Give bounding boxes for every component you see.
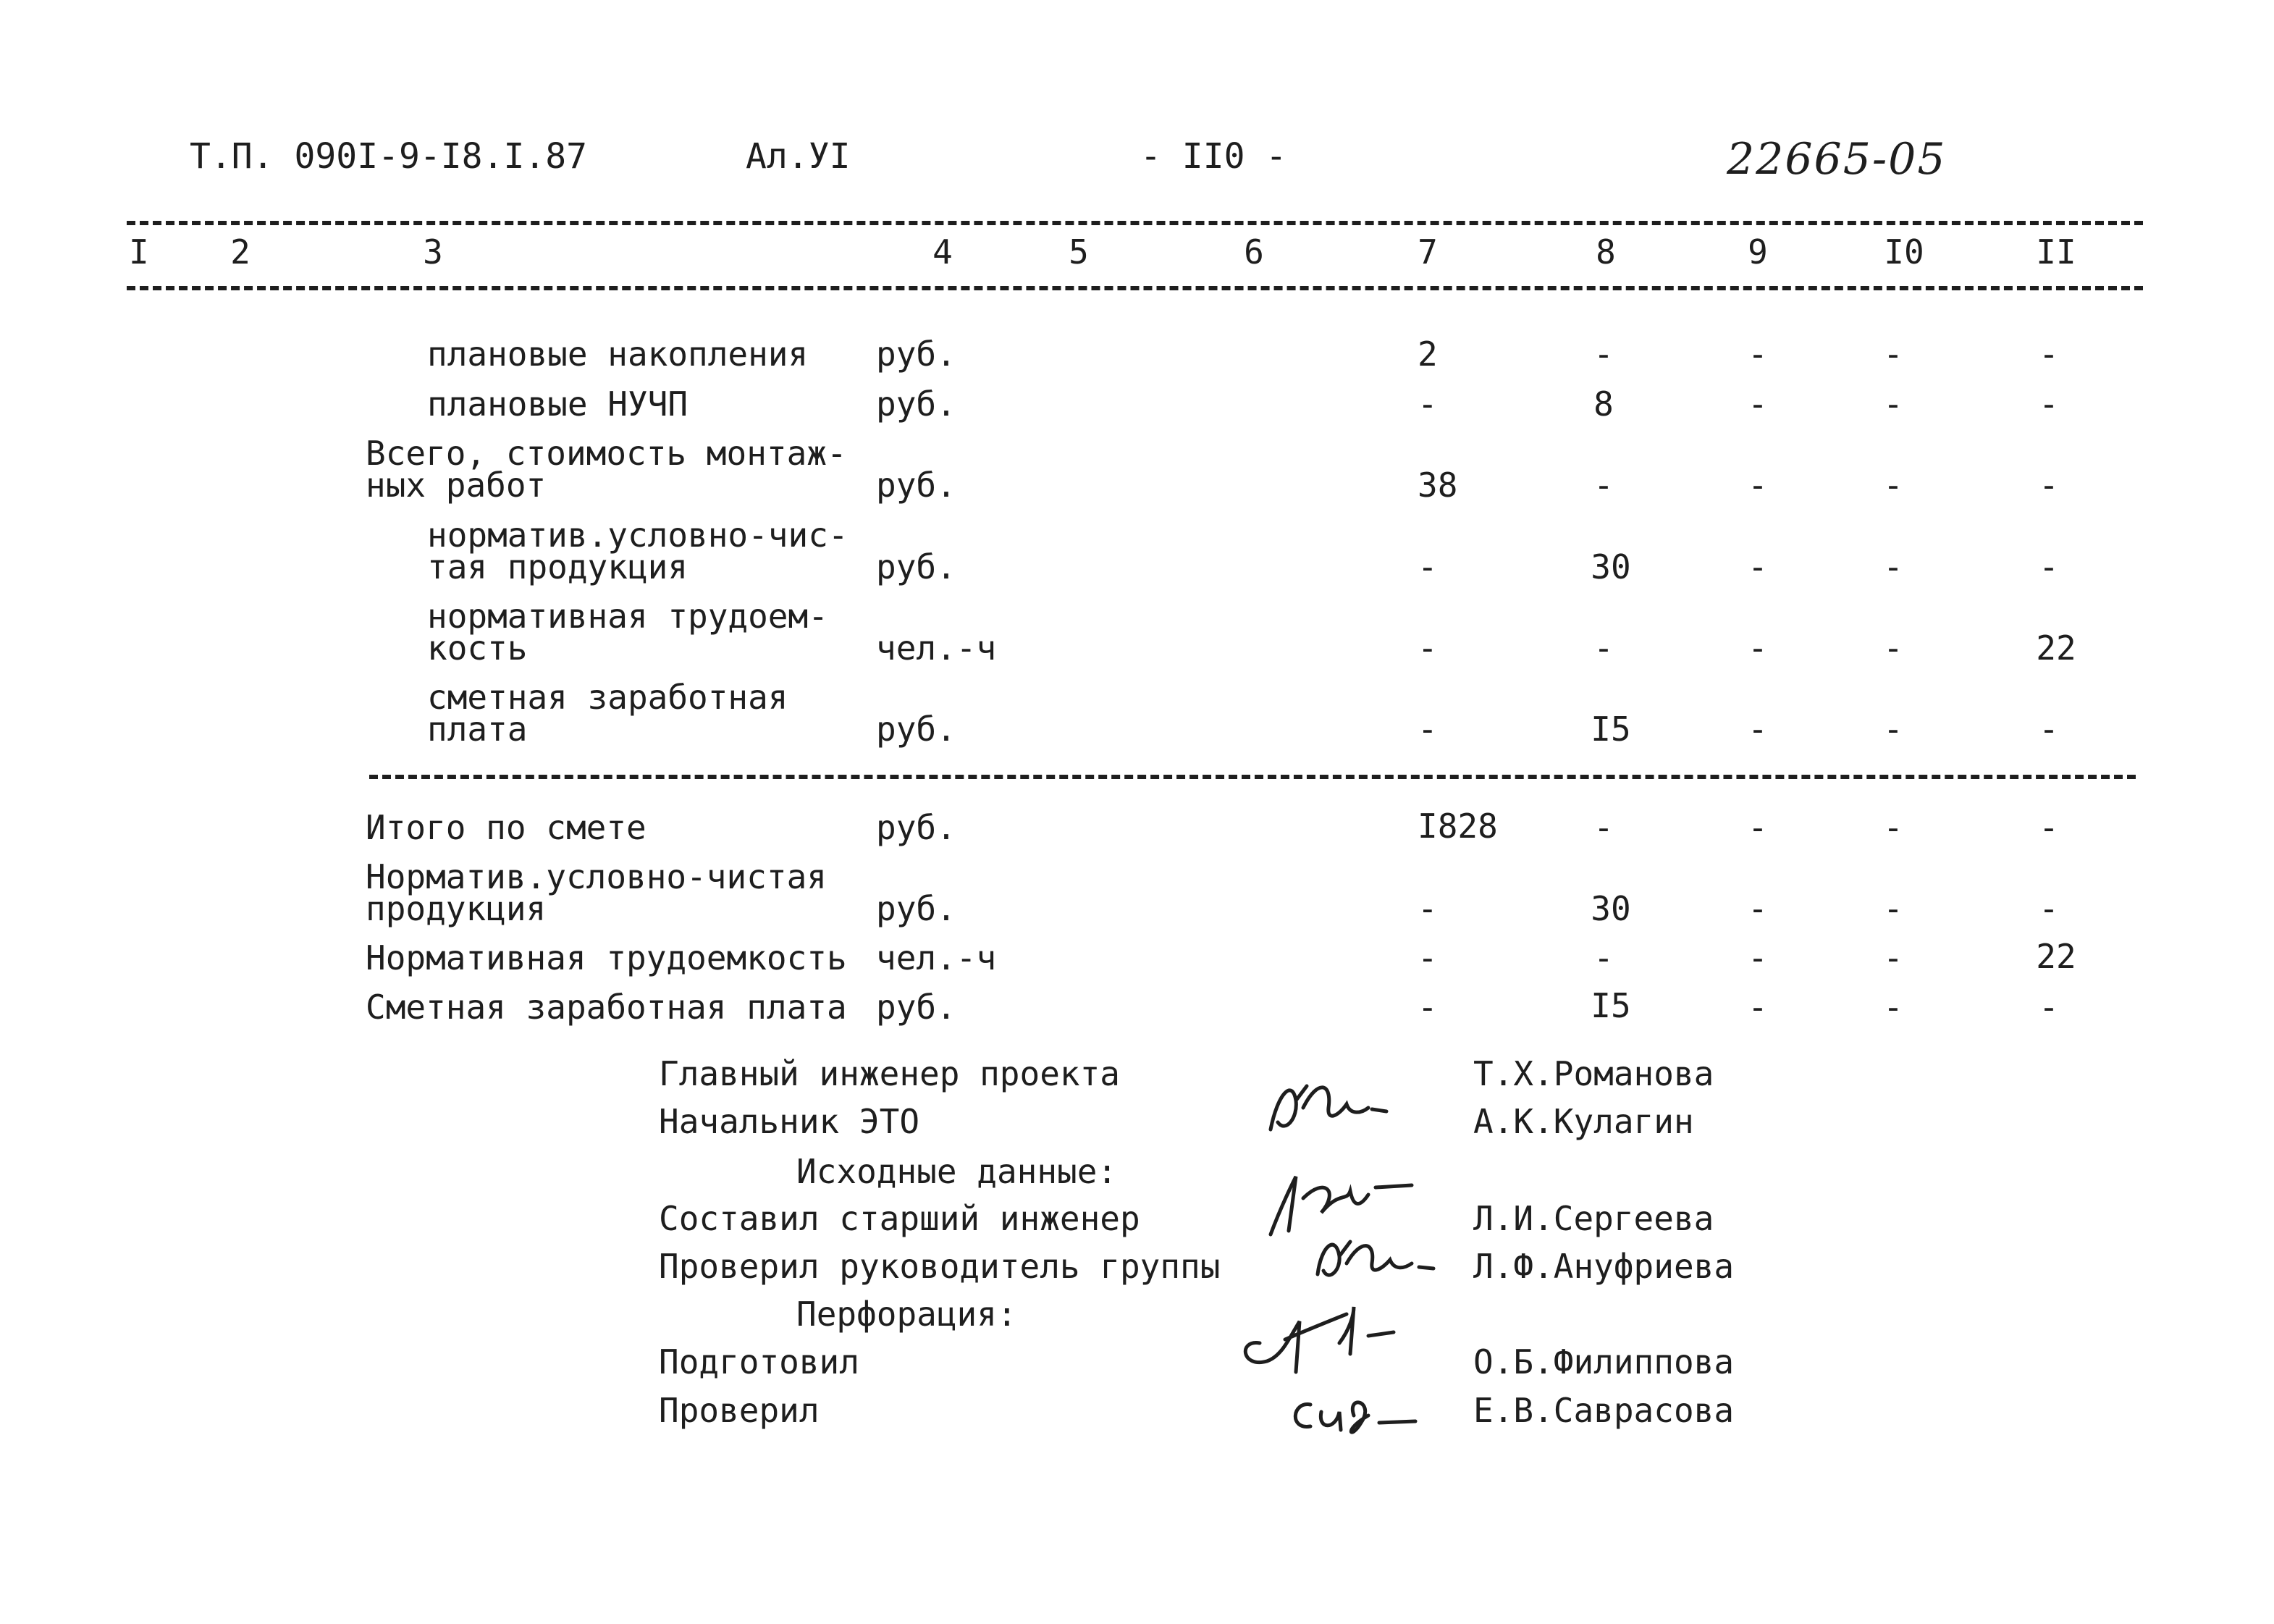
row-col9: -	[1748, 628, 1768, 668]
column-header-6: 6	[1244, 232, 1264, 272]
column-header-3: 3	[423, 232, 443, 272]
row-col10: -	[1883, 547, 1903, 586]
doc-reference: Т.П. 090I-9-I8.I.87	[190, 136, 588, 177]
total-unit: руб.	[876, 988, 956, 1027]
checked-group-label: Проверил руководитель группы	[659, 1247, 1221, 1286]
row-col7: -	[1418, 547, 1438, 586]
row-name-line2: плата	[427, 710, 528, 749]
signature-prepared	[1231, 1300, 1405, 1379]
total-name: Нормативная трудоемкость	[366, 938, 847, 977]
total-col7: -	[1418, 889, 1438, 928]
row-name-line2: ных работ	[366, 466, 547, 505]
total-col8: -	[1593, 808, 1614, 847]
head-eto-name: А.К.Кулагин	[1473, 1102, 1694, 1141]
row-name-line2: тая продукция	[427, 547, 688, 586]
row-name-line2: кость	[427, 628, 528, 668]
checked-label: Проверил	[659, 1391, 820, 1430]
prepared-name: О.Б.Филиппова	[1473, 1342, 1735, 1381]
perforation-heading: Перфорация:	[796, 1295, 1017, 1334]
row-col8: 30	[1591, 547, 1631, 586]
total-col11: 22	[2036, 937, 2076, 976]
total-col8: I5	[1591, 986, 1631, 1025]
column-header-2: 2	[230, 232, 250, 272]
column-header-10: I0	[1884, 232, 1924, 272]
row-name-line1: Всего, стоимость монтаж-	[366, 434, 847, 473]
total-col9: -	[1748, 988, 1768, 1027]
column-header-4: 4	[932, 232, 953, 272]
row-col8: -	[1593, 628, 1614, 668]
row-name-line1: норматив.условно-чис-	[427, 516, 848, 555]
row-col10: -	[1883, 335, 1903, 374]
checked-group-name: Л.Ф.Ануфриева	[1473, 1247, 1735, 1286]
row-col9: -	[1748, 384, 1768, 424]
signature-checked-group	[1303, 1224, 1448, 1289]
total-col10: -	[1883, 808, 1903, 847]
row-name-line1: сметная заработная	[427, 678, 788, 717]
document-number: 22665-05	[1727, 134, 1947, 185]
row-unit: руб.	[876, 384, 956, 424]
head-eto-label: Начальник ЭТО	[659, 1102, 920, 1141]
row-col7: -	[1418, 384, 1438, 424]
row-col8: -	[1593, 466, 1614, 505]
total-col9: -	[1748, 938, 1768, 977]
total-col7: I828	[1418, 807, 1498, 846]
signature-chief-engineer	[1263, 1064, 1394, 1144]
row-col10: -	[1883, 710, 1903, 749]
total-name-line1: Норматив.условно-чистая	[366, 857, 827, 896]
total-unit: руб.	[876, 808, 956, 847]
row-col8: -	[1593, 335, 1614, 374]
row-col10: -	[1883, 628, 1903, 668]
row-col10: -	[1883, 384, 1903, 424]
row-name: плановые накопления	[427, 335, 809, 374]
totals-divider	[369, 775, 2136, 779]
total-unit: чел.-ч	[876, 938, 997, 977]
chief-engineer-name: Т.Х.Романова	[1473, 1054, 1714, 1093]
column-header-11: II	[2036, 232, 2076, 272]
page-number: - II0 -	[1140, 136, 1287, 177]
row-col7: -	[1418, 628, 1438, 668]
header-bottom-rule	[127, 286, 2143, 290]
column-header-7: 7	[1418, 232, 1438, 272]
signature-checked	[1281, 1372, 1426, 1444]
row-col11: -	[2039, 384, 2059, 424]
total-name-line2: продукция	[366, 889, 547, 928]
total-col11: -	[2039, 808, 2059, 847]
album-label: Ал.УI	[746, 136, 851, 177]
total-name: Итого по смете	[366, 808, 647, 847]
column-header-9: 9	[1748, 232, 1768, 272]
column-header-5: 5	[1069, 232, 1089, 272]
row-col9: -	[1748, 335, 1768, 374]
row-col9: -	[1748, 466, 1768, 505]
row-unit: руб.	[876, 466, 956, 505]
source-data-heading: Исходные данные:	[796, 1152, 1118, 1191]
row-col11: -	[2039, 466, 2059, 505]
row-col7: 38	[1418, 466, 1458, 505]
header-top-rule	[127, 221, 2143, 225]
row-col9: -	[1748, 547, 1768, 586]
total-col9: -	[1748, 889, 1768, 928]
row-unit: руб.	[876, 710, 956, 749]
total-col11: -	[2039, 889, 2059, 928]
checked-name: Е.В.Саврасова	[1473, 1391, 1735, 1430]
row-unit: руб.	[876, 335, 956, 374]
total-col7: -	[1418, 988, 1438, 1027]
row-col11: 22	[2036, 628, 2076, 668]
compiled-name: Л.И.Сергеева	[1473, 1199, 1714, 1238]
row-col8: 8	[1593, 384, 1614, 424]
total-col11: -	[2039, 988, 2059, 1027]
column-header-8: 8	[1596, 232, 1616, 272]
row-col11: -	[2039, 710, 2059, 749]
row-col7: -	[1418, 710, 1438, 749]
total-col8: -	[1593, 938, 1614, 977]
column-header-1: I	[129, 232, 149, 272]
total-col10: -	[1883, 938, 1903, 977]
chief-engineer-label: Главный инженер проекта	[659, 1054, 1120, 1093]
total-col10: -	[1883, 988, 1903, 1027]
total-col10: -	[1883, 889, 1903, 928]
row-col9: -	[1748, 710, 1768, 749]
row-unit: чел.-ч	[876, 628, 997, 668]
row-col7: 2	[1418, 335, 1438, 374]
total-name: Сметная заработная плата	[366, 988, 847, 1027]
row-name: плановые НУЧП	[427, 384, 688, 424]
total-col8: 30	[1591, 889, 1631, 928]
row-name-line1: нормативная трудоем-	[427, 597, 828, 636]
prepared-label: Подготовил	[659, 1342, 859, 1381]
total-col7: -	[1418, 938, 1438, 977]
row-unit: руб.	[876, 547, 956, 586]
compiled-label: Составил старший инженер	[659, 1199, 1140, 1238]
row-col10: -	[1883, 466, 1903, 505]
row-col11: -	[2039, 335, 2059, 374]
total-col9: -	[1748, 808, 1768, 847]
total-unit: руб.	[876, 889, 956, 928]
row-col8: I5	[1591, 710, 1631, 749]
row-col11: -	[2039, 547, 2059, 586]
